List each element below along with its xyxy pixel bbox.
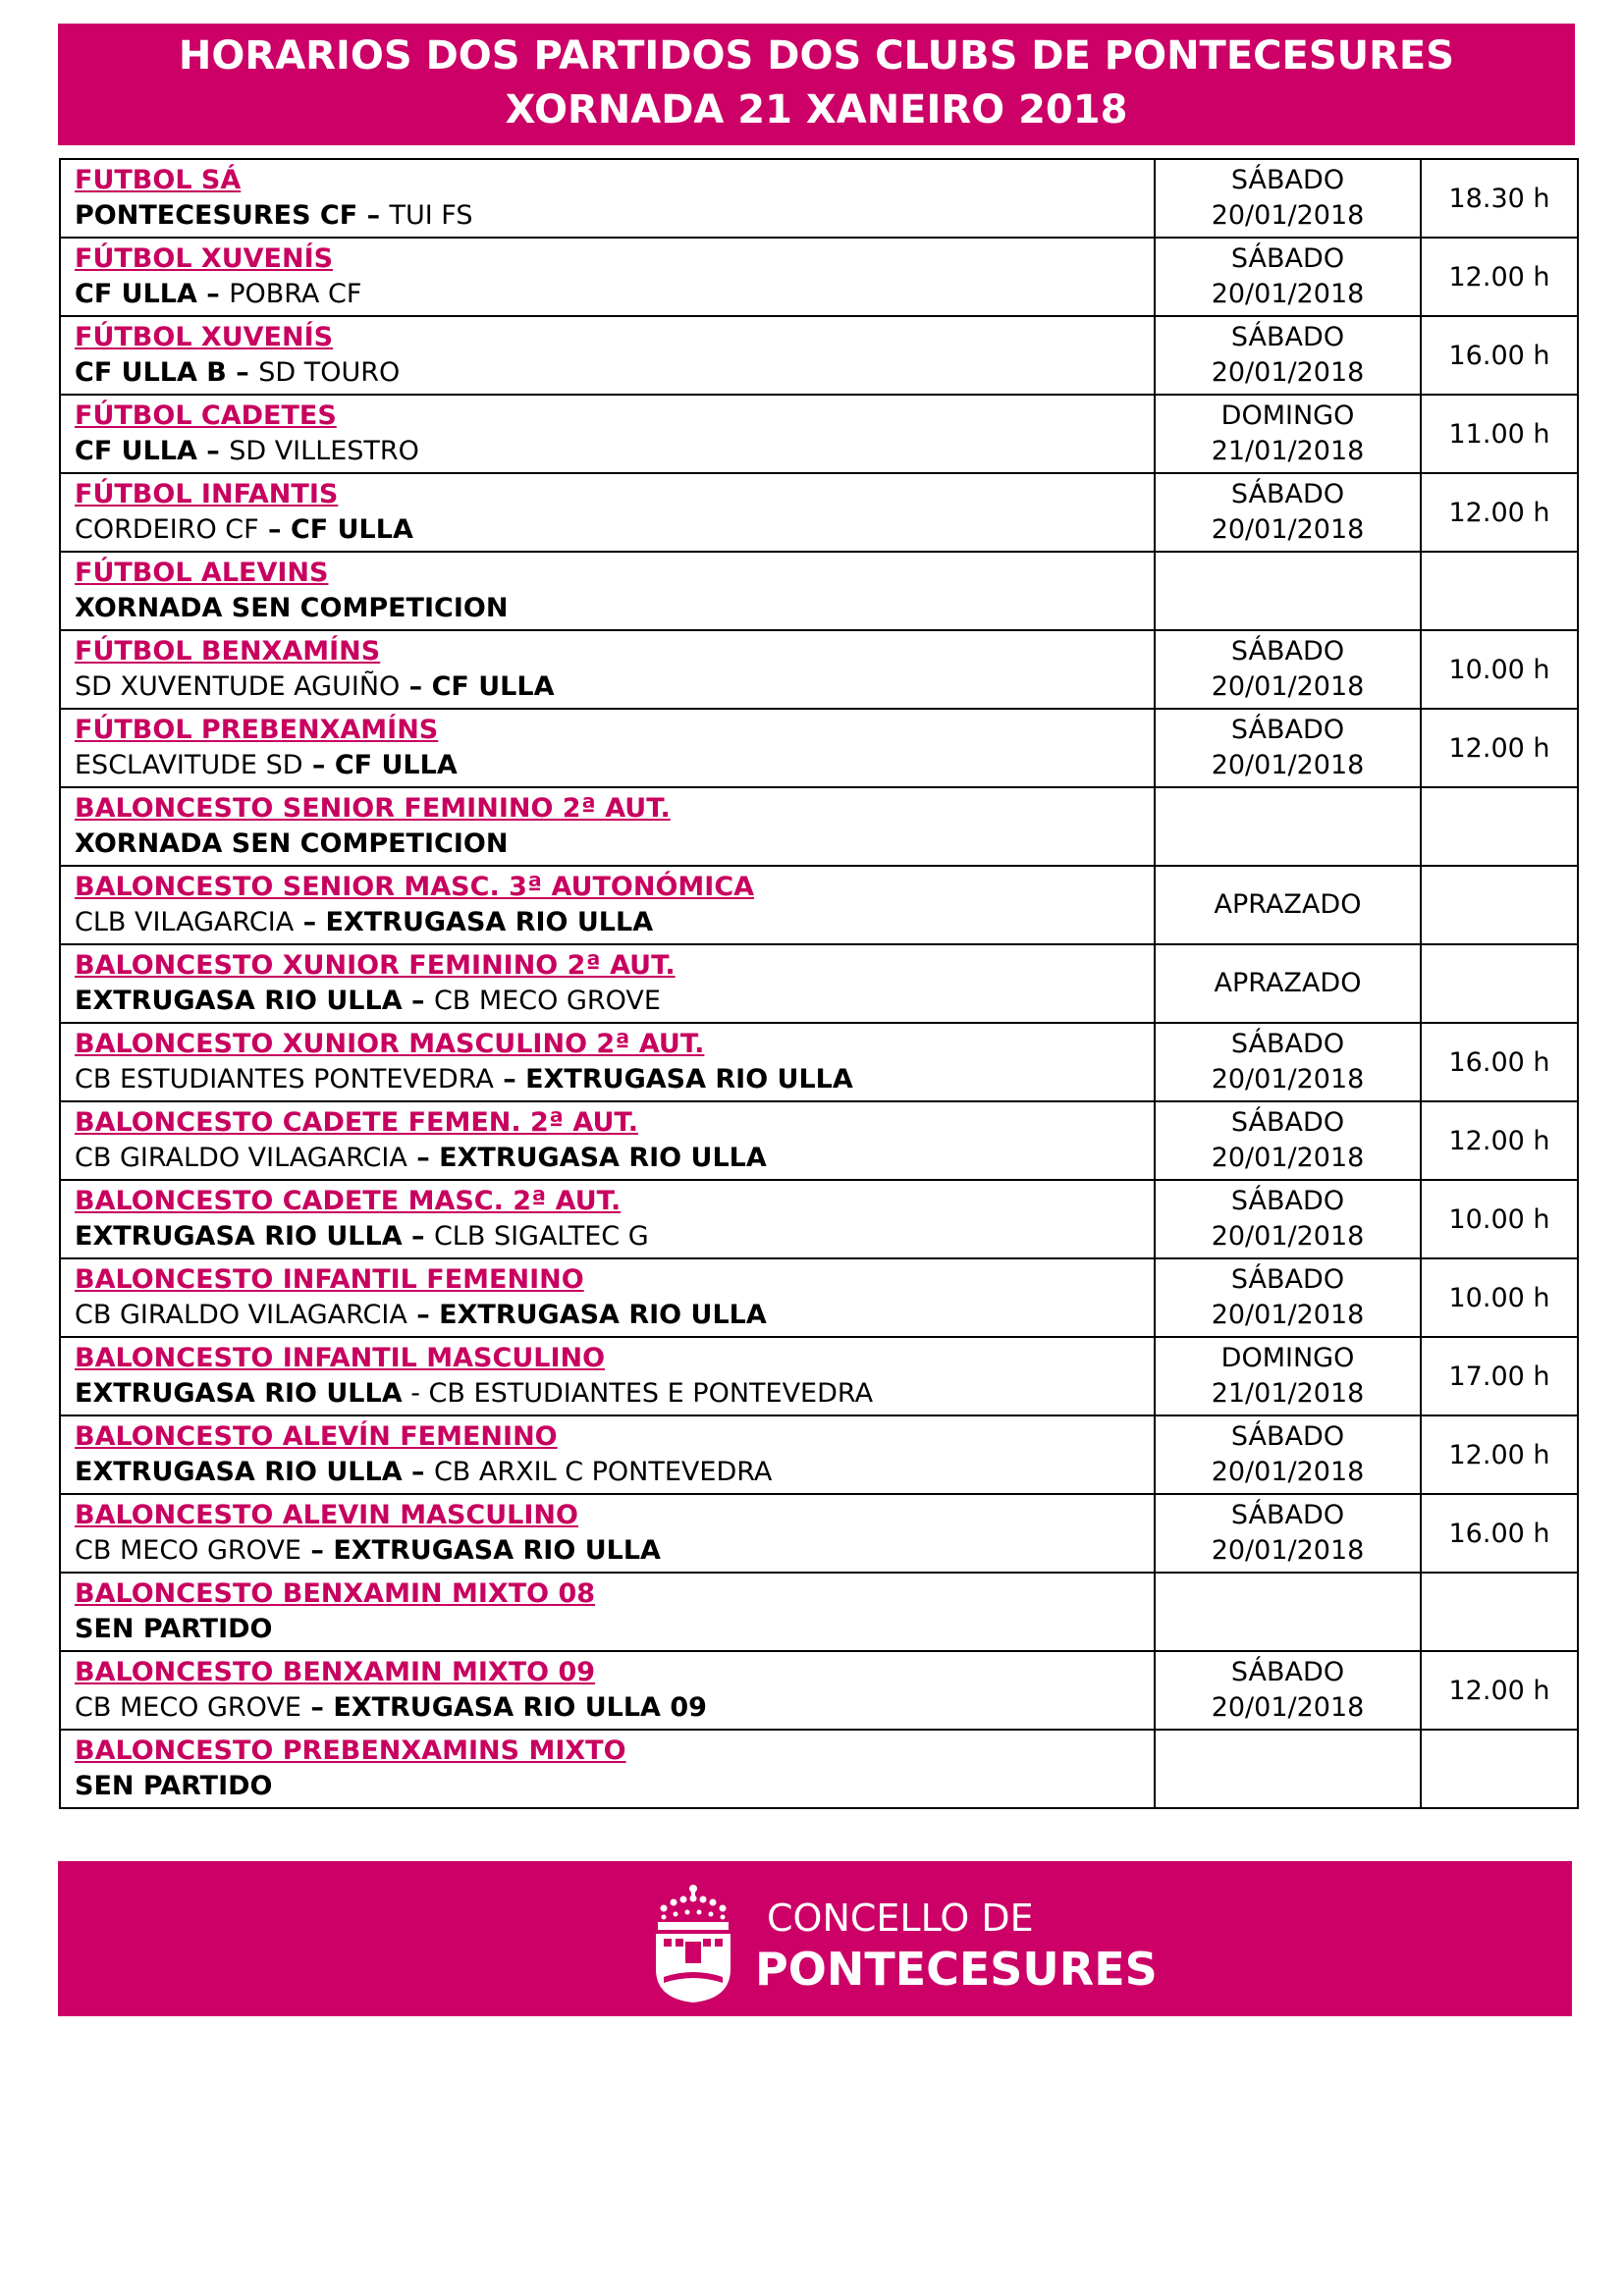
time-cell (1421, 787, 1578, 866)
table-row (60, 395, 1578, 473)
team-segment: EXTRUGASA RIO ULLA (525, 1064, 853, 1095)
category-link[interactable]: BALONCESTO BENXAMIN MIXTO 08 (75, 1578, 596, 1609)
date-cell (1155, 1101, 1421, 1180)
category-link[interactable]: BALONCESTO CADETE FEMEN. 2ª AUT. (75, 1107, 639, 1138)
team-segment: – (258, 514, 291, 545)
teams-text (75, 1769, 1154, 1804)
date-cell (1155, 238, 1421, 316)
teams-text (75, 434, 1154, 469)
match-cell (60, 159, 1155, 238)
footer-brand-line1: CONCELLO DE (767, 1896, 1034, 1940)
date-line: SÁBADO (1230, 715, 1345, 745)
time-text: 17.00 h (1448, 1361, 1550, 1392)
team-segment: – (301, 1535, 334, 1566)
time-cell (1421, 1337, 1578, 1415)
table-row (60, 1101, 1578, 1180)
date-line: 20/01/2018 (1211, 200, 1365, 231)
time-cell (1421, 316, 1578, 395)
date-line: 20/01/2018 (1211, 357, 1365, 388)
date-line: SÁBADO (1230, 243, 1345, 274)
team-segment: – (301, 1692, 334, 1723)
time-cell (1421, 1023, 1578, 1101)
time-cell (1421, 1651, 1578, 1730)
teams-text (75, 669, 1154, 705)
table-row (60, 866, 1578, 944)
page-header (58, 24, 1575, 145)
team-segment: – (357, 200, 390, 231)
date-cell (1155, 473, 1421, 552)
time-text: 16.00 h (1448, 1518, 1550, 1549)
date-line: SÁBADO (1230, 1264, 1345, 1295)
date-line: DOMINGO (1220, 1343, 1355, 1373)
team-segment: EXTRUGASA RIO ULLA 09 (333, 1692, 707, 1723)
team-segment: SD XUVENTUDE AGUIÑO (75, 671, 401, 702)
team-segment: CF ULLA (290, 514, 413, 545)
category-link[interactable]: FÚTBOL ALEVINS (75, 558, 329, 588)
date-line: APRAZADO (1214, 968, 1362, 998)
category-link[interactable]: BALONCESTO XUNIOR MASCULINO 2ª AUT. (75, 1029, 705, 1059)
teams-text (75, 905, 1154, 940)
team-segment: SEN PARTIDO (75, 1614, 273, 1644)
municipal-crest-icon (652, 1883, 734, 2004)
date-cell (1155, 1573, 1421, 1651)
team-segment: – (402, 1221, 434, 1252)
team-segment: SD TOURO (258, 357, 401, 388)
date-line: APRAZADO (1214, 889, 1362, 920)
match-cell (60, 709, 1155, 787)
team-segment: – (226, 357, 259, 388)
date-cell (1155, 1415, 1421, 1494)
team-segment: - (402, 1378, 429, 1409)
date-line: 20/01/2018 (1211, 1457, 1365, 1487)
date-cell (1155, 1258, 1421, 1337)
date-line: 20/01/2018 (1211, 514, 1365, 545)
team-segment: – (493, 1064, 526, 1095)
date-cell (1155, 1180, 1421, 1258)
table-row (60, 787, 1578, 866)
time-text: 12.00 h (1448, 1125, 1550, 1156)
team-segment: – (402, 1457, 434, 1487)
table-row (60, 238, 1578, 316)
teams-text (75, 355, 1154, 391)
team-segment: SEN PARTIDO (75, 1771, 273, 1801)
time-text: 10.00 h (1448, 1203, 1550, 1235)
match-cell (60, 1730, 1155, 1808)
match-cell (60, 1023, 1155, 1101)
category-link[interactable]: FUTBOL SÁ (75, 165, 242, 195)
teams-text (75, 277, 1154, 312)
category-link[interactable]: FÚTBOL BENXAMÍNS (75, 636, 381, 667)
team-segment: CF ULLA (75, 279, 197, 309)
teams-text (75, 1376, 1154, 1412)
time-text: 12.00 h (1448, 1439, 1550, 1470)
match-cell (60, 1573, 1155, 1651)
match-cell (60, 552, 1155, 630)
date-cell (1155, 866, 1421, 944)
team-segment: EXTRUGASA RIO ULLA (439, 1143, 767, 1173)
match-cell (60, 238, 1155, 316)
category-link[interactable]: FÚTBOL XUVENÍS (75, 322, 334, 352)
time-cell (1421, 473, 1578, 552)
teams-text (75, 512, 1154, 548)
footer-brand-line2: PONTECESURES (755, 1943, 1158, 1996)
team-segment: CB ESTUDIANTES E PONTEVEDRA (428, 1378, 874, 1409)
date-line: 20/01/2018 (1211, 1692, 1365, 1723)
team-segment: CB MECO GROVE (75, 1692, 301, 1723)
teams-text (75, 591, 1154, 626)
date-line: SÁBADO (1230, 1421, 1345, 1452)
team-segment: – (196, 436, 230, 466)
team-segment: – (406, 1300, 440, 1330)
category-link[interactable]: BALONCESTO BENXAMIN MIXTO 09 (75, 1657, 596, 1687)
table-row (60, 1180, 1578, 1258)
schedule-table (59, 158, 1579, 1809)
table-row (60, 159, 1578, 238)
date-line: 20/01/2018 (1211, 750, 1365, 780)
table-row (60, 1730, 1578, 1808)
team-segment: EXTRUGASA RIO ULLA (75, 1457, 403, 1487)
team-segment: TUI FS (389, 200, 473, 231)
category-link[interactable]: FÚTBOL CADETES (75, 400, 337, 431)
team-segment: – (196, 279, 230, 309)
teams-text (75, 827, 1154, 862)
teams-text (75, 1533, 1154, 1569)
category-link[interactable]: BALONCESTO ALEVIN MASCULINO (75, 1500, 578, 1530)
date-cell (1155, 552, 1421, 630)
team-segment: – (302, 750, 335, 780)
time-text: 12.00 h (1448, 261, 1550, 293)
header-title: HORARIOS DOS PARTIDOS DOS CLUBS DE PONTECESURES (178, 33, 1455, 79)
table-row (60, 1023, 1578, 1101)
date-cell (1155, 709, 1421, 787)
team-segment: CB GIRALDO VILAGARCIA (75, 1143, 407, 1173)
match-cell (60, 1651, 1155, 1730)
team-segment: XORNADA SEN COMPETICION (75, 828, 509, 859)
teams-text (75, 1062, 1154, 1097)
schedule-body (60, 159, 1578, 1808)
time-cell (1421, 552, 1578, 630)
match-cell (60, 1258, 1155, 1337)
date-line: 20/01/2018 (1211, 1535, 1365, 1566)
date-cell (1155, 1651, 1421, 1730)
team-segment: PONTECESURES CF (75, 200, 358, 231)
time-cell (1421, 1180, 1578, 1258)
date-line: 20/01/2018 (1211, 671, 1365, 702)
date-line: SÁBADO (1230, 479, 1345, 509)
time-text: 16.00 h (1448, 1046, 1550, 1078)
team-segment: XORNADA SEN COMPETICION (75, 593, 509, 623)
category-link[interactable]: BALONCESTO INFANTIL FEMENINO (75, 1264, 584, 1295)
team-segment: – (402, 986, 434, 1016)
page-footer (58, 1861, 1572, 2016)
date-cell (1155, 316, 1421, 395)
date-cell (1155, 159, 1421, 238)
match-cell (60, 944, 1155, 1023)
teams-text (75, 984, 1154, 1019)
date-cell (1155, 1494, 1421, 1573)
table-row (60, 1494, 1578, 1573)
category-link[interactable]: BALONCESTO ALEVÍN FEMENINO (75, 1421, 558, 1452)
date-line: SÁBADO (1230, 1186, 1345, 1216)
date-cell (1155, 1337, 1421, 1415)
team-segment: CB MECO GROVE (433, 986, 661, 1016)
date-line: SÁBADO (1230, 636, 1345, 667)
team-segment: – (294, 907, 326, 937)
teams-text (75, 748, 1154, 783)
team-segment: CF ULLA (75, 436, 197, 466)
date-line: 20/01/2018 (1211, 1064, 1365, 1095)
date-cell (1155, 395, 1421, 473)
time-cell (1421, 1573, 1578, 1651)
date-cell (1155, 1730, 1421, 1808)
teams-text (75, 1219, 1154, 1255)
time-cell (1421, 1258, 1578, 1337)
date-line: 20/01/2018 (1211, 279, 1365, 309)
date-line: SÁBADO (1230, 1657, 1345, 1687)
teams-text (75, 1612, 1154, 1647)
team-segment: EXTRUGASA RIO ULLA (439, 1300, 767, 1330)
table-row (60, 1415, 1578, 1494)
match-cell (60, 473, 1155, 552)
date-line: DOMINGO (1220, 400, 1355, 431)
teams-text (75, 1690, 1154, 1726)
table-row (60, 473, 1578, 552)
table-row (60, 630, 1578, 709)
date-line: SÁBADO (1230, 165, 1345, 195)
date-cell (1155, 787, 1421, 866)
time-text: 16.00 h (1448, 340, 1550, 371)
date-line: 20/01/2018 (1211, 1143, 1365, 1173)
team-segment: CF ULLA B (75, 357, 227, 388)
time-text: 12.00 h (1448, 497, 1550, 528)
match-cell (60, 316, 1155, 395)
team-segment: CB GIRALDO VILAGARCIA (75, 1300, 407, 1330)
team-segment: CORDEIRO CF (75, 514, 259, 545)
teams-text (75, 1455, 1154, 1490)
team-segment: CB ARXIL C PONTEVEDRA (433, 1457, 773, 1487)
team-segment: ESCLAVITUDE SD (75, 750, 303, 780)
time-text: 10.00 h (1448, 1282, 1550, 1313)
date-line: SÁBADO (1230, 1029, 1345, 1059)
team-segment: CF ULLA (334, 750, 458, 780)
date-line: SÁBADO (1230, 322, 1345, 352)
date-line: 21/01/2018 (1211, 1378, 1365, 1409)
category-link[interactable]: BALONCESTO INFANTIL MASCULINO (75, 1343, 606, 1373)
table-row (60, 1337, 1578, 1415)
time-cell (1421, 944, 1578, 1023)
time-cell (1421, 1494, 1578, 1573)
team-segment: CB ESTUDIANTES PONTEVEDRA (75, 1064, 494, 1095)
team-segment: EXTRUGASA RIO ULLA (75, 1378, 403, 1409)
time-cell (1421, 1730, 1578, 1808)
table-row (60, 944, 1578, 1023)
category-link[interactable]: BALONCESTO SENIOR FEMININO 2ª AUT. (75, 793, 671, 824)
category-link[interactable]: FÚTBOL XUVENÍS (75, 243, 334, 274)
time-cell (1421, 395, 1578, 473)
time-cell (1421, 630, 1578, 709)
date-line: 21/01/2018 (1211, 436, 1365, 466)
date-cell (1155, 1023, 1421, 1101)
category-link[interactable]: BALONCESTO PREBENXAMINS MIXTO (75, 1735, 626, 1766)
category-link[interactable]: BALONCESTO CADETE MASC. 2ª AUT. (75, 1186, 622, 1216)
header-subtitle: XORNADA 21 XANEIRO 2018 (505, 87, 1128, 133)
table-row (60, 709, 1578, 787)
time-text: 10.00 h (1448, 654, 1550, 685)
match-cell (60, 787, 1155, 866)
team-segment: – (406, 1143, 440, 1173)
match-cell (60, 866, 1155, 944)
team-segment: CB MECO GROVE (75, 1535, 301, 1566)
team-segment: EXTRUGASA RIO ULLA (333, 1535, 661, 1566)
category-link[interactable]: FÚTBOL PREBENXAMÍNS (75, 715, 439, 745)
match-cell (60, 1337, 1155, 1415)
team-segment: EXTRUGASA RIO ULLA (75, 986, 403, 1016)
table-row (60, 316, 1578, 395)
category-link[interactable]: FÚTBOL INFANTIS (75, 479, 339, 509)
time-text: 12.00 h (1448, 1675, 1550, 1706)
team-segment: – (400, 671, 432, 702)
team-segment: CF ULLA (431, 671, 555, 702)
time-text: 12.00 h (1448, 732, 1550, 764)
time-cell (1421, 238, 1578, 316)
teams-text (75, 1141, 1154, 1176)
time-cell (1421, 709, 1578, 787)
time-cell (1421, 159, 1578, 238)
match-cell (60, 395, 1155, 473)
team-segment: SD VILLESTRO (229, 436, 419, 466)
team-segment: EXTRUGASA RIO ULLA (75, 1221, 403, 1252)
date-line: SÁBADO (1230, 1107, 1345, 1138)
date-cell (1155, 630, 1421, 709)
time-cell (1421, 1415, 1578, 1494)
date-line: 20/01/2018 (1211, 1221, 1365, 1252)
date-line: SÁBADO (1230, 1500, 1345, 1530)
time-text: 11.00 h (1448, 418, 1550, 450)
time-cell (1421, 1101, 1578, 1180)
table-row (60, 1258, 1578, 1337)
time-text: 18.30 h (1448, 183, 1550, 214)
category-link[interactable]: BALONCESTO XUNIOR FEMININO 2ª AUT. (75, 950, 676, 981)
table-row (60, 1573, 1578, 1651)
match-cell (60, 1101, 1155, 1180)
team-segment: EXTRUGASA RIO ULLA (325, 907, 654, 937)
time-cell (1421, 866, 1578, 944)
teams-text (75, 198, 1154, 234)
match-cell (60, 1180, 1155, 1258)
team-segment: CLB VILAGARCIA (75, 907, 295, 937)
match-cell (60, 1415, 1155, 1494)
teams-text (75, 1298, 1154, 1333)
date-cell (1155, 944, 1421, 1023)
category-link[interactable]: BALONCESTO SENIOR MASC. 3ª AUTONÓMICA (75, 872, 755, 902)
team-segment: CLB SIGALTEC G (433, 1221, 649, 1252)
table-row (60, 552, 1578, 630)
match-cell (60, 1494, 1155, 1573)
match-cell (60, 630, 1155, 709)
team-segment: POBRA CF (229, 279, 362, 309)
date-line: 20/01/2018 (1211, 1300, 1365, 1330)
table-row (60, 1651, 1578, 1730)
